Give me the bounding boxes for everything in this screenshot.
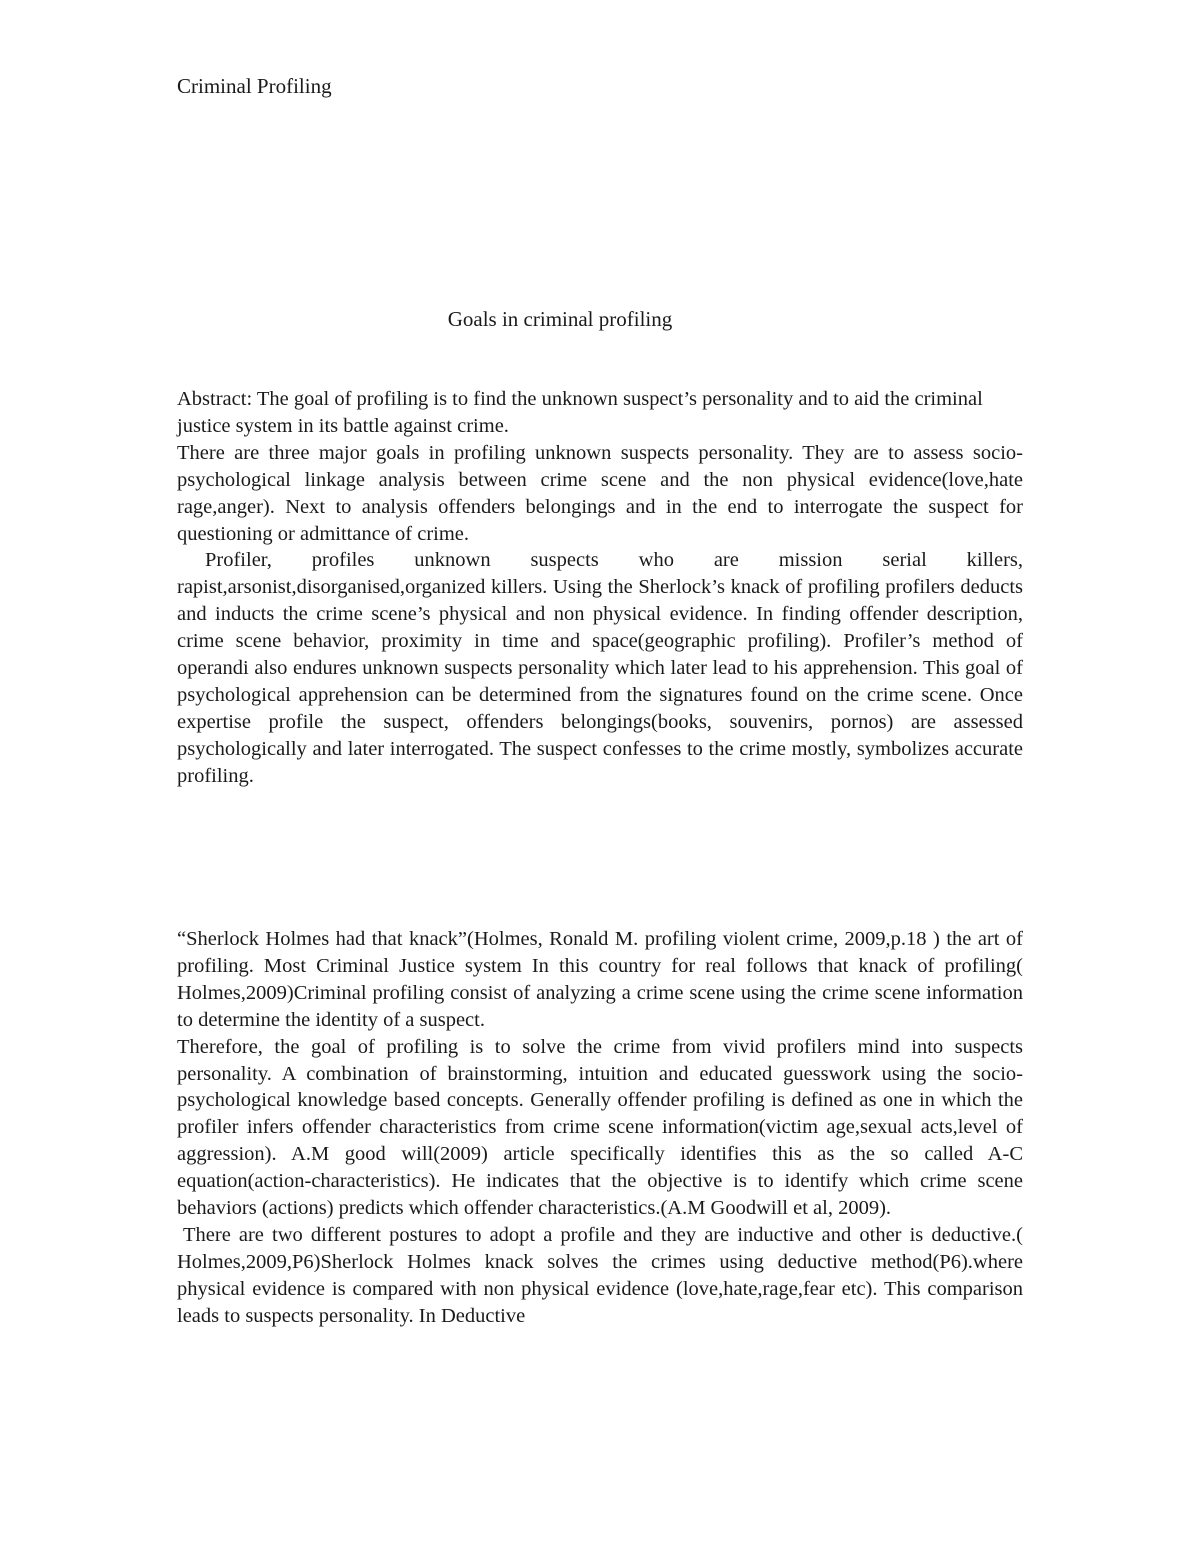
body-section-main [177,926,1023,1330]
goals-paragraph: There are three major goals in profiling unknown suspects personality. They are to assess socio-psychological linkage analysis between crime scene and the non physical evidence(love,hate rage,anger). Next to analysis offenders belongings and in the end to interrogate the suspect for questioning or admittance of crime. [177,441,1023,545]
profiler-paragraph: Profiler, profiles unknown suspects who are mission serial killers, rapist,arsonist,disorganised,organized killers. Using the Sherlock’s knack of profiling profilers deducts and inducts the crime scene’s physical and non physical evidence. In finding offender description, crime scene behavior, proximity in time and space(geographic profiling). Profiler’s method of operandi also endures unknown suspects personality which later lead to his apprehension. This goal of psychological apprehension can be determined from the signatures found on the crime scene. Once expertise profile the suspect, offenders belongings(books, souvenirs, pornos) are assessed psychologically and later interrogated. The suspect confesses to the crime mostly, symbolizes accurate profiling. [177,549,1023,787]
document-title: Goals in criminal profiling [447,307,673,331]
running-head: Criminal Profiling [177,74,332,98]
sherlock-paragraph: “Sherlock Holmes had that knack”(Holmes, Ronald M. profiling violent crime, 2009,p.18 ) the art of profiling. Most Criminal Justice system In this country for real follows that knack of profiling( Holmes,2009)Criminal profiling consist of analyzing a crime scene using the crime scene information to determine the identity of a suspect. [177,928,1023,1031]
abstract-paragraph: Abstract: The goal of profiling is to find the unknown suspect’s personality and to aid the criminal justice system in its battle against crime. [177,388,983,437]
body-section-abstract [177,386,1023,790]
postures-paragraph: There are two different postures to adopt a profile and they are inductive and other is deductive.( Holmes,2009,P6)Sherlock Holmes knack solves the crimes using deductive method(P6).where physical evidence is compared with non physical evidence (love,hate,rage,fear etc). This comparison leads to suspects personality. In Deductive [177,1223,1023,1327]
goal-of-profiling-paragraph: Therefore, the goal of profiling is to solve the crime from vivid profilers mind into suspects personality. A combination of brainstorming, intuition and educated guesswork using the socio-psychological knowledge based concepts. Generally offender profiling is defined as one in which the profiler infers offender characteristics from crime scene information(victim age,sexual acts,level of aggression). A.M good will(2009) article specifically identifies this as the so called A-C equation(action-characteristics). He indicates that the objective is to identify which crime scene behaviors (actions) predicts which offender characteristics.(A.M Goodwill et al, 2009). [177,1035,1023,1220]
